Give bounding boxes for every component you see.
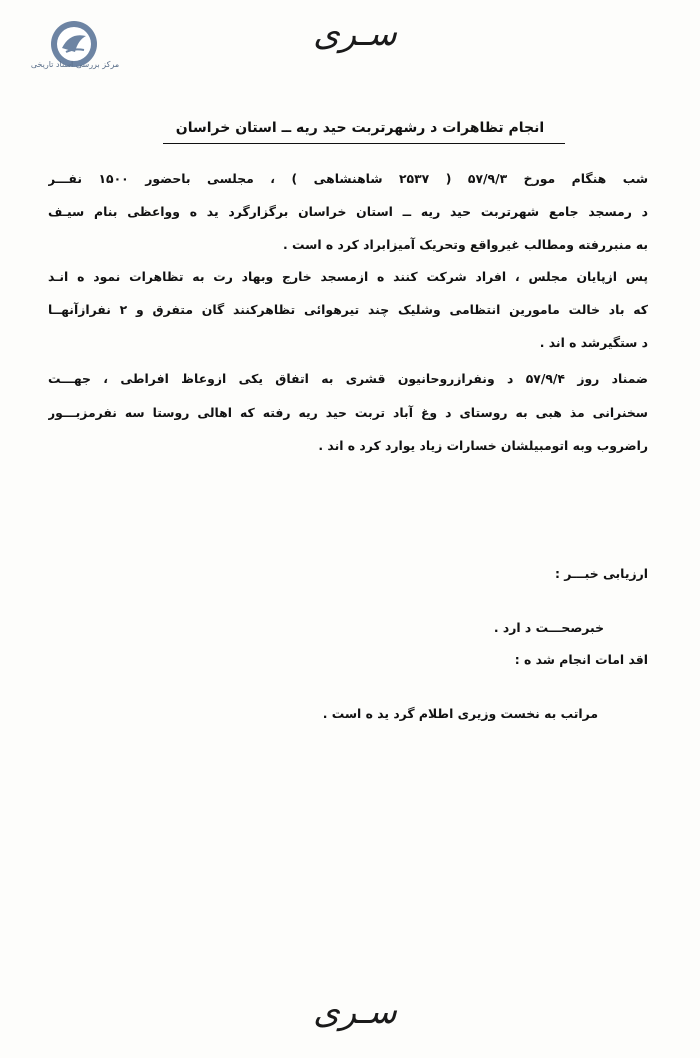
paragraph-2-line-1: پس ازپایان مجلس ، افراد شرکت کنند ه ازمسجد خارج وبهاد رت به تظاهرات نمود ه انـد xyxy=(48,269,648,284)
secret-mark-top: سـری xyxy=(313,14,397,54)
paragraph-1-line-2: د رمسجد جامع شهرتربت حید ریه ــ استان خراسان برگزارگرد ید ه وواعظی بنام سیـف xyxy=(48,204,648,219)
paragraph-2-line-2: که باد خالت مامورین انتظامی وشلیک چند تیرهوائی تظاهرکنند گان متفرق و ۲ نفرازآنهــا xyxy=(48,302,648,317)
actions-label: اقد امات انجام شد ه : xyxy=(514,652,648,667)
actions-text: مراتب به نخست وزیری اطلام گرد ید ه است . xyxy=(322,706,598,721)
paragraph-2-line-3: د ستگیرشد ه اند . xyxy=(539,335,648,350)
paragraph-1-line-1: شب هنگام مورخ ۵۷/۹/۳ ( ۲۵۳۷ شاهنشاهی ) ، مجلسی باحضور ۱۵۰۰ نفـــر xyxy=(48,171,648,186)
paragraph-3-line-1: ضمناد روز ۵۷/۹/۴ د ونفرازروحانیون قشری به اتفاق یکی ازوعاظ افراطی ، جهـــت xyxy=(48,371,648,386)
evaluation-label: ارزیابی خبـــر : xyxy=(555,566,648,581)
title-underline xyxy=(163,143,565,144)
document-title: انجام تظاهرات د رشهرتربت حید ریه ــ استان خراسان xyxy=(175,120,545,136)
paragraph-1-line-3: به منبررفته ومطالب غیرواقع وتحریک آمیزابراد کرد ه است . xyxy=(283,237,648,252)
evaluation-text: خبرصحـــت د ارد . xyxy=(493,620,604,635)
paragraph-3-line-2: سخنرانی مذ هبی به روستای د وغ آباد تربت حید ریه رفته که اهالی روستا سه نفرمزبـــور xyxy=(48,405,648,420)
logo-caption: مرکز بررسی اسناد تاریخی xyxy=(30,60,120,69)
paragraph-3-line-3: راضروب وبه اتومبیلشان خسارات زیاد یوارد کرد ه اند . xyxy=(318,438,648,453)
secret-mark-bottom: سـری xyxy=(313,992,397,1032)
